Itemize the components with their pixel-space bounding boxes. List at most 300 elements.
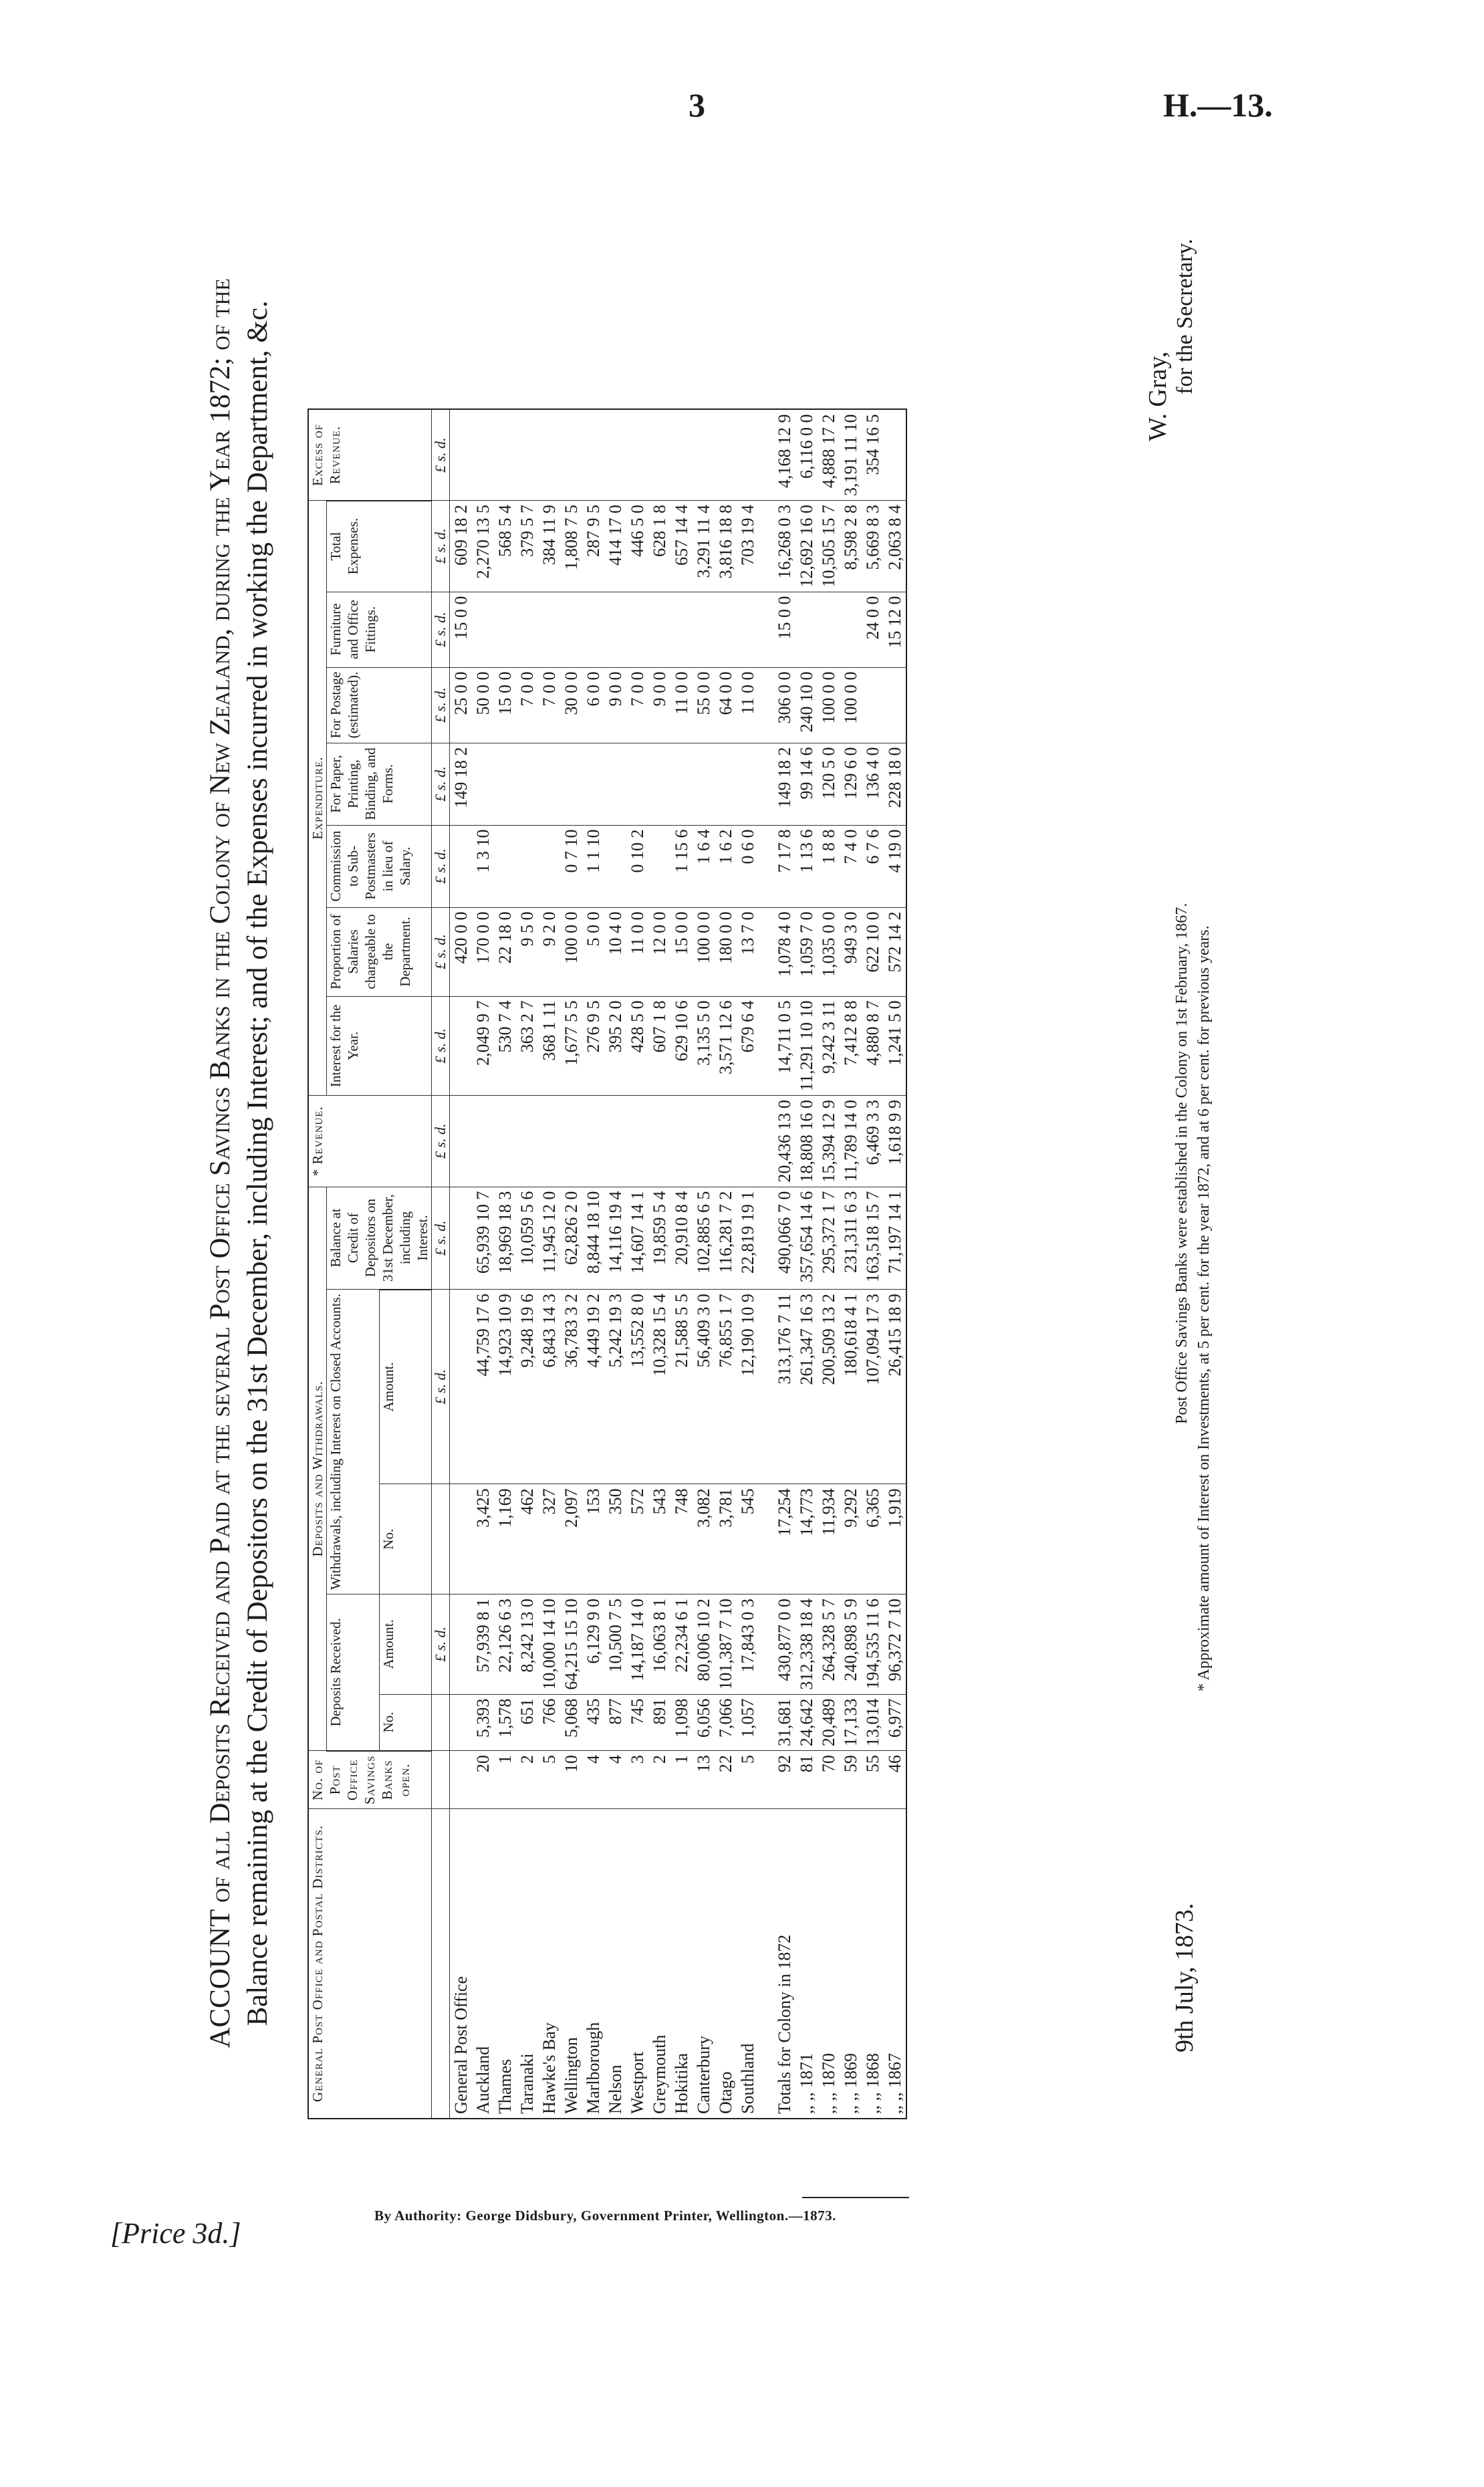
cell-balance: 20,910 8 4 <box>670 1187 693 1290</box>
cell-total: 16,268 0 3 <box>773 501 795 592</box>
title-line-2: Balance remaining at the Credit of Depositors on the 31st December, including Interest; and of the Expenses incurred in working the Department, &c. <box>242 300 273 2026</box>
district-row <box>560 409 582 2119</box>
cell-name: Canterbury <box>693 1809 715 2119</box>
cell-postage: 9 0 0 <box>648 667 670 743</box>
cell-salaries: 15 0 0 <box>670 907 693 996</box>
cell-furniture: 15 0 0 <box>450 592 473 667</box>
cell-interest: 7,412 8 8 <box>840 996 862 1096</box>
cell-total: 287 9 5 <box>582 501 604 592</box>
cell-wd-no: 14,773 <box>795 1484 818 1594</box>
unit-label: £ s. d. <box>432 1096 450 1187</box>
cell-wd-amt: 4,449 19 2 <box>582 1290 604 1484</box>
cell-salaries: 170 0 0 <box>472 907 494 996</box>
spacer-cell <box>759 592 773 667</box>
cell-wd-amt: 180,618 4 1 <box>840 1290 862 1484</box>
cell-printing <box>693 743 715 825</box>
cell-balance: 65,939 10 7 <box>472 1187 494 1290</box>
cell-name: Nelson <box>604 1809 626 2119</box>
cell-printing <box>737 743 759 825</box>
cell-total: 384 11 9 <box>538 501 560 592</box>
cell-banks: 59 <box>840 1751 862 1809</box>
cell-name: Thames <box>494 1809 516 2119</box>
cell-balance: 102,885 6 5 <box>693 1187 715 1290</box>
cell-name: ,, ,, 1869 <box>840 1809 862 2119</box>
withdrawal-no-header: No. <box>379 1484 432 1594</box>
cell-interest: 679 6 4 <box>737 996 759 1096</box>
cell-printing <box>560 743 582 825</box>
cell-salaries: 100 0 0 <box>560 907 582 996</box>
cell-banks: 81 <box>795 1751 818 1809</box>
unit-label: £ s. d. <box>432 409 450 500</box>
spacer-cell <box>759 409 773 500</box>
district-row <box>582 409 604 2119</box>
cell-salaries: 9 2 0 <box>538 907 560 996</box>
cell-interest: 276 9 5 <box>582 996 604 1096</box>
cell-total: 703 19 4 <box>737 501 759 592</box>
signature-block <box>1143 239 1198 441</box>
cell-printing: 149 18 2 <box>450 743 473 825</box>
cell-interest: 3,571 12 6 <box>715 996 737 1096</box>
cell-excess: 4,888 17 2 <box>818 409 840 500</box>
cell-balance: 163,518 15 7 <box>862 1187 884 1290</box>
cell-commission: 0 10 2 <box>626 825 648 907</box>
district-row <box>494 409 516 2119</box>
rotated-sheet <box>187 134 1230 2159</box>
cell-wd-amt: 13,552 8 0 <box>626 1290 648 1484</box>
cell-banks: 4 <box>604 1751 626 1809</box>
unit-label: £ s. d. <box>432 592 450 667</box>
cell-commission: 0 6 0 <box>737 825 759 907</box>
cell-banks: 5 <box>737 1751 759 1809</box>
cell-revenue <box>604 1096 626 1187</box>
cell-dep-no: 1,098 <box>670 1694 693 1751</box>
cell-wd-amt: 261,347 16 3 <box>795 1290 818 1484</box>
cell-furniture: 24 0 0 <box>862 592 884 667</box>
cell-revenue: 15,394 12 9 <box>818 1096 840 1187</box>
spacer-cell <box>759 907 773 996</box>
cell-excess <box>450 409 473 500</box>
withdrawal-amount-header: Amount. <box>379 1290 432 1484</box>
cell-total: 8,598 2 8 <box>840 501 862 592</box>
revenue-footnote: * Approximate amount of Interest on Investments, at 5 per cent. for the year 1872, and at 6 per cent. for previous years. <box>1195 925 1213 1691</box>
cell-banks: 13 <box>693 1751 715 1809</box>
cell-name: ,, ,, 1868 <box>862 1809 884 2119</box>
cell-dep-no: 17,133 <box>840 1694 862 1751</box>
cell-dep-no: 13,014 <box>862 1694 884 1751</box>
cell-salaries: 9 5 0 <box>516 907 538 996</box>
cell-postage: 240 10 0 <box>795 667 818 743</box>
expenditure-header: Expenditure. <box>308 501 327 1096</box>
cell-banks: 5 <box>538 1751 560 1809</box>
cell-dep-amt: 14,187 14 0 <box>626 1594 648 1695</box>
cell-revenue <box>450 1096 473 1187</box>
cell-name: Westport <box>626 1809 648 2119</box>
cell-dep-no: 435 <box>582 1694 604 1751</box>
cell-revenue: 20,436 13 0 <box>773 1096 795 1187</box>
cell-name: ,, ,, 1871 <box>795 1809 818 2119</box>
cell-banks: 20 <box>472 1751 494 1809</box>
cell-interest: 9,242 3 11 <box>818 996 840 1096</box>
document-date: 9th July, 1873. <box>1170 1903 1199 2052</box>
cell-banks: 2 <box>648 1751 670 1809</box>
district-row <box>538 409 560 2119</box>
cell-dep-amt: 312,338 18 4 <box>795 1594 818 1695</box>
cell-revenue: 11,789 14 0 <box>840 1096 862 1187</box>
cell-balance: 22,819 19 1 <box>737 1187 759 1290</box>
cell-balance: 62,826 2 0 <box>560 1187 582 1290</box>
spacer-cell <box>759 667 773 743</box>
cell-furniture <box>648 592 670 667</box>
cell-dep-amt: 240,898 5 9 <box>840 1594 862 1695</box>
cell-name: Taranaki <box>516 1809 538 2119</box>
cell-dep-no: 766 <box>538 1694 560 1751</box>
printer-authority: By Authority: George Didsbury, Government Printer, Wellington.—1873. <box>374 2208 836 2224</box>
cell-excess: 354 16 5 <box>862 409 884 500</box>
cell-banks: 70 <box>818 1751 840 1809</box>
cell-wd-no: 350 <box>604 1484 626 1594</box>
cell-revenue <box>693 1096 715 1187</box>
spacer-cell <box>759 996 773 1096</box>
spacer-cell <box>759 1809 773 2119</box>
unit-spacer <box>432 1751 450 1809</box>
cell-interest: 3,135 5 0 <box>693 996 715 1096</box>
cell-dep-no: 24,642 <box>795 1694 818 1751</box>
cell-revenue <box>582 1096 604 1187</box>
cell-total: 628 1 8 <box>648 501 670 592</box>
cell-wd-amt: 200,509 13 2 <box>818 1290 840 1484</box>
cell-wd-no: 2,097 <box>560 1484 582 1594</box>
cell-postage <box>884 667 906 743</box>
cell-total: 3,291 11 4 <box>693 501 715 592</box>
unit-label: £ s. d. <box>432 1187 450 1290</box>
postage-header: For Postage (estimated). <box>327 667 432 743</box>
district-row <box>693 409 715 2119</box>
cell-interest: 2,049 9 7 <box>472 996 494 1096</box>
district-row <box>516 409 538 2119</box>
cell-dep-amt: 64,215 15 10 <box>560 1594 582 1695</box>
district-row <box>604 409 626 2119</box>
cell-name: ,, ,, 1867 <box>884 1809 906 2119</box>
cell-furniture <box>604 592 626 667</box>
cell-revenue <box>626 1096 648 1187</box>
cell-excess <box>604 409 626 500</box>
spacer-cell <box>759 1187 773 1290</box>
cell-balance <box>450 1187 473 1290</box>
price-note: [Price 3d.] <box>110 2217 241 2250</box>
cell-salaries: 12 0 0 <box>648 907 670 996</box>
cell-dep-amt: 22,234 6 1 <box>670 1594 693 1695</box>
cell-wd-amt: 21,588 5 5 <box>670 1290 693 1484</box>
cell-dep-no: 6,056 <box>693 1694 715 1751</box>
cell-furniture <box>538 592 560 667</box>
cell-interest: 14,711 0 5 <box>773 996 795 1096</box>
cell-balance: 231,311 6 3 <box>840 1187 862 1290</box>
revenue-header: * Revenue. <box>308 1096 432 1187</box>
cell-excess <box>560 409 582 500</box>
cell-wd-no: 6,365 <box>862 1484 884 1594</box>
cell-total: 3,816 18 8 <box>715 501 737 592</box>
cell-wd-no: 1,169 <box>494 1484 516 1594</box>
cell-wd-no: 17,254 <box>773 1484 795 1594</box>
authority-rule <box>802 2197 909 2198</box>
signature-name: W. Gray, <box>1144 351 1172 441</box>
cell-furniture: 15 12 0 <box>884 592 906 667</box>
establishment-footnote: Post Office Savings Banks were established in the Colony on 1st February, 1867. <box>1173 903 1191 1424</box>
cell-commission: 1 6 2 <box>715 825 737 907</box>
cell-revenue <box>670 1096 693 1187</box>
cell-balance: 14,607 14 1 <box>626 1187 648 1290</box>
district-row <box>626 409 648 2119</box>
cell-balance: 8,844 18 10 <box>582 1187 604 1290</box>
cell-salaries: 1,035 0 0 <box>818 907 840 996</box>
unit-spacer <box>432 1484 450 1594</box>
page-number: 3 <box>689 86 705 124</box>
cell-postage <box>862 667 884 743</box>
cell-total: 1,808 7 5 <box>560 501 582 592</box>
cell-postage: 11 0 0 <box>670 667 693 743</box>
cell-printing: 129 6 0 <box>840 743 862 825</box>
cell-total: 5,669 8 3 <box>862 501 884 592</box>
totals-row <box>884 409 906 2119</box>
cell-balance: 357,654 14 6 <box>795 1187 818 1290</box>
cell-postage: 25 0 0 <box>450 667 473 743</box>
cell-revenue <box>494 1096 516 1187</box>
cell-total: 568 5 4 <box>494 501 516 592</box>
cell-wd-amt: 9,248 19 6 <box>516 1290 538 1484</box>
cell-wd-amt: 56,409 3 0 <box>693 1290 715 1484</box>
cell-banks: 92 <box>773 1751 795 1809</box>
cell-balance: 490,066 7 0 <box>773 1187 795 1290</box>
printing-header: For Paper, Printing, Binding, and Forms. <box>327 743 432 825</box>
cell-salaries: 100 0 0 <box>693 907 715 996</box>
cell-banks: 1 <box>494 1751 516 1809</box>
cell-wd-amt: 10,328 15 4 <box>648 1290 670 1484</box>
cell-commission: 1 8 8 <box>818 825 840 907</box>
spacer-row <box>759 409 773 2119</box>
unit-label: £ s. d. <box>432 501 450 592</box>
cell-furniture <box>670 592 693 667</box>
cell-wd-no: 1,919 <box>884 1484 906 1594</box>
cell-furniture <box>715 592 737 667</box>
cell-printing <box>582 743 604 825</box>
cell-printing <box>715 743 737 825</box>
district-row <box>715 409 737 2119</box>
total-expenses-header: Total Expenses. <box>327 501 432 592</box>
cell-wd-amt <box>450 1290 473 1484</box>
cell-interest: 428 5 0 <box>626 996 648 1096</box>
furniture-header: Furniture and Office Fittings. <box>327 592 432 667</box>
cell-dep-amt: 10,000 14 10 <box>538 1594 560 1695</box>
cell-dep-no: 6,977 <box>884 1694 906 1751</box>
cell-furniture <box>516 592 538 667</box>
cell-interest: 395 2 0 <box>604 996 626 1096</box>
cell-furniture <box>737 592 759 667</box>
cell-commission: 7 17 8 <box>773 825 795 907</box>
cell-balance: 19,859 5 4 <box>648 1187 670 1290</box>
cell-printing <box>626 743 648 825</box>
cell-total: 12,692 16 0 <box>795 501 818 592</box>
cell-dep-no: 1,057 <box>737 1694 759 1751</box>
cell-total: 657 14 4 <box>670 501 693 592</box>
cell-salaries: 420 0 0 <box>450 907 473 996</box>
banks-open-header: No. of Post Office Savings Banks open. <box>308 1751 432 1809</box>
signature-title: for the Secretary. <box>1172 239 1197 394</box>
cell-balance: 71,197 14 1 <box>884 1187 906 1290</box>
cell-dep-amt: 10,500 7 5 <box>604 1594 626 1695</box>
unit-label: £ s. d. <box>432 743 450 825</box>
cell-excess <box>516 409 538 500</box>
cell-dep-no: 5,393 <box>472 1694 494 1751</box>
cell-wd-amt: 5,242 19 3 <box>604 1290 626 1484</box>
spacer-cell <box>759 1290 773 1484</box>
cell-dep-amt: 96,372 7 10 <box>884 1594 906 1695</box>
cell-interest: 363 2 7 <box>516 996 538 1096</box>
cell-revenue <box>560 1096 582 1187</box>
cell-furniture <box>795 592 818 667</box>
cell-postage: 11 0 0 <box>737 667 759 743</box>
cell-printing: 149 18 2 <box>773 743 795 825</box>
cell-salaries: 1,059 7 0 <box>795 907 818 996</box>
cell-total: 2,063 8 4 <box>884 501 906 592</box>
cell-wd-no: 327 <box>538 1484 560 1594</box>
cell-excess <box>582 409 604 500</box>
cell-banks: 4 <box>582 1751 604 1809</box>
cell-dep-amt: 6,129 9 0 <box>582 1594 604 1695</box>
cell-printing: 99 14 6 <box>795 743 818 825</box>
cell-postage: 306 0 0 <box>773 667 795 743</box>
cell-wd-amt: 36,783 3 2 <box>560 1290 582 1484</box>
cell-balance: 10,059 5 6 <box>516 1187 538 1290</box>
cell-dep-amt: 264,328 5 7 <box>818 1594 840 1695</box>
cell-interest: 629 10 6 <box>670 996 693 1096</box>
cell-postage: 50 0 0 <box>472 667 494 743</box>
spacer-cell <box>759 501 773 592</box>
cell-furniture <box>582 592 604 667</box>
cell-commission <box>450 825 473 907</box>
cell-total: 2,270 13 5 <box>472 501 494 592</box>
unit-label: £ s. d. <box>432 907 450 996</box>
unit-label: £ s. d. <box>432 667 450 743</box>
cell-excess: 3,191 11 10 <box>840 409 862 500</box>
cell-printing <box>516 743 538 825</box>
cell-salaries: 5 0 0 <box>582 907 604 996</box>
totals-row <box>818 409 840 2119</box>
cell-commission: 0 7 10 <box>560 825 582 907</box>
cell-salaries: 13 7 0 <box>737 907 759 996</box>
cell-dep-amt: 80,006 10 2 <box>693 1594 715 1695</box>
cell-wd-amt: 44,759 17 6 <box>472 1290 494 1484</box>
cell-total: 379 5 7 <box>516 501 538 592</box>
cell-total: 10,505 15 7 <box>818 501 840 592</box>
cell-banks: 46 <box>884 1751 906 1809</box>
unit-label: £ s. d. <box>432 1290 450 1484</box>
cell-name: Marlborough <box>582 1809 604 2119</box>
cell-excess <box>472 409 494 500</box>
cell-balance: 14,116 19 4 <box>604 1187 626 1290</box>
cell-dep-no: 7,066 <box>715 1694 737 1751</box>
unit-spacer <box>432 1809 450 2119</box>
cell-revenue <box>516 1096 538 1187</box>
cell-wd-no <box>450 1484 473 1594</box>
cell-wd-no: 3,425 <box>472 1484 494 1594</box>
cell-commission: 1 13 6 <box>795 825 818 907</box>
cell-wd-amt: 76,855 1 7 <box>715 1290 737 1484</box>
cell-salaries: 10 4 0 <box>604 907 626 996</box>
unit-label: £ s. d. <box>432 1594 450 1695</box>
cell-balance: 18,969 18 3 <box>494 1187 516 1290</box>
totals-row <box>840 409 862 2119</box>
district-header: General Post Office and Postal Districts. <box>308 1809 432 2119</box>
district-row <box>737 409 759 2119</box>
cell-postage: 7 0 0 <box>626 667 648 743</box>
cell-dep-amt: 430,877 0 0 <box>773 1594 795 1695</box>
cell-furniture <box>626 592 648 667</box>
unit-spacer <box>432 1694 450 1751</box>
document-code: H.—13. <box>1163 86 1273 124</box>
cell-revenue <box>737 1096 759 1187</box>
cell-name: Greymouth <box>648 1809 670 2119</box>
cell-salaries: 180 0 0 <box>715 907 737 996</box>
spacer-cell <box>759 1096 773 1187</box>
cell-dep-amt: 194,535 11 6 <box>862 1594 884 1695</box>
cell-wd-amt: 6,843 14 3 <box>538 1290 560 1484</box>
balance-header: Balance at Credit of Depositors on 31st December, including Interest. <box>327 1187 432 1290</box>
cell-total: 609 18 2 <box>450 501 473 592</box>
cell-banks: 2 <box>516 1751 538 1809</box>
spacer-cell <box>759 1694 773 1751</box>
cell-interest: 368 1 11 <box>538 996 560 1096</box>
cell-postage: 15 0 0 <box>494 667 516 743</box>
cell-postage: 30 0 0 <box>560 667 582 743</box>
cell-dep-no: 1,578 <box>494 1694 516 1751</box>
district-row <box>648 409 670 2119</box>
cell-dep-amt: 101,387 7 10 <box>715 1594 737 1695</box>
spacer-cell <box>759 825 773 907</box>
spacer-cell <box>759 1594 773 1695</box>
district-row <box>670 409 693 2119</box>
cell-commission <box>604 825 626 907</box>
cell-name: Hokitika <box>670 1809 693 2119</box>
cell-wd-no: 11,934 <box>818 1484 840 1594</box>
cell-wd-amt: 107,094 17 3 <box>862 1290 884 1484</box>
cell-name: Hawke's Bay <box>538 1809 560 2119</box>
cell-furniture <box>693 592 715 667</box>
title-line-1: ACCOUNT of all Deposits Received and Paid at the several Post Office Savings Banks in the Colony of New Zealand, during the Year 1872; of the <box>205 278 236 2048</box>
cell-furniture <box>840 592 862 667</box>
cell-revenue <box>648 1096 670 1187</box>
cell-commission: 6 7 6 <box>862 825 884 907</box>
cell-banks: 55 <box>862 1751 884 1809</box>
cell-dep-no: 877 <box>604 1694 626 1751</box>
cell-name: Southland <box>737 1809 759 2119</box>
cell-balance: 295,372 1 7 <box>818 1187 840 1290</box>
cell-printing <box>670 743 693 825</box>
cell-excess <box>494 409 516 500</box>
cell-commission: 1 1 10 <box>582 825 604 907</box>
deposit-amount-header: Amount. <box>379 1594 432 1695</box>
cell-interest: 530 7 4 <box>494 996 516 1096</box>
cell-commission: 1 15 6 <box>670 825 693 907</box>
cell-revenue: 18,808 16 0 <box>795 1096 818 1187</box>
cell-dep-amt: 22,126 6 3 <box>494 1594 516 1695</box>
cell-postage: 9 0 0 <box>604 667 626 743</box>
cell-commission: 4 19 0 <box>884 825 906 907</box>
cell-dep-no: 20,489 <box>818 1694 840 1751</box>
cell-excess <box>670 409 693 500</box>
cell-wd-amt: 313,176 7 11 <box>773 1290 795 1484</box>
cell-furniture <box>818 592 840 667</box>
cell-dep-amt <box>450 1594 473 1695</box>
